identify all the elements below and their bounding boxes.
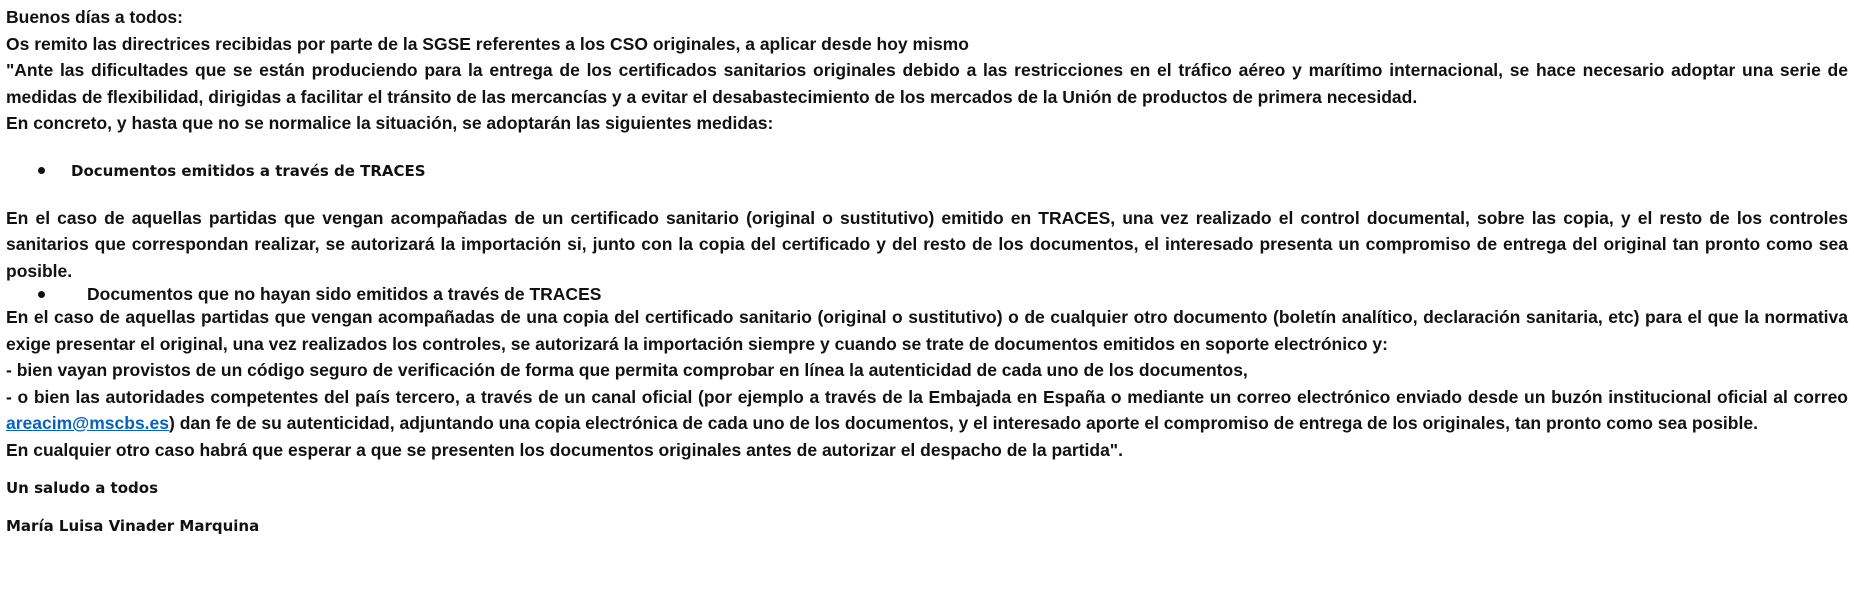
quote-paragraph-1: "Ante las dificultades que se están produciendo para la entrega de los certificados sanitarios originales debido a las restricciones en el tráfico aéreo y marítimo internacional, se hace necesario adoptar una serie de medidas de flexibilidad, dirigidas a facilitar el tránsito de las mercancías y a evitar el desabastecimiento de los mercados de la Unión de productos de primera necesidad. [6,60,1848,107]
bullet-traces-label: Documentos emitidos a través de TRACES [71,161,426,180]
dash2-text-2: ) dan fe de su autenticidad, adjuntando una copia electrónica de cada uno de los documentos, y el interesado aporte el compromiso de entrega de los originales, tan pronto como sea posible. [169,413,1758,433]
bullet-non-traces-text: Documentos que no hayan sido emitidos a través de [87,283,530,304]
traces-term: TRACES [1038,207,1111,228]
traces-paragraph [6,205,1848,285]
bullet-non-traces-term: TRACES [529,283,602,304]
signature: María Luisa Vinader Marquina [6,517,260,535]
traces-text-1: En el caso de aquellas partidas que vengan acompañadas de un certificado sanitario (original o sustitutivo) emitido en [6,207,1039,228]
dash2-text-1: - o bien las autoridades competentes del país tercero, a través de un canal oficial (por ejemplo a través de la Embajada en España o mediante un correo electrónico enviado desde un buzón institucional oficial al correo [6,386,1848,407]
dash-item-1: - bien vayan provistos de un código seguro de verificación de forma que permita comprobar en línea la autenticidad de cada uno de los documentos, [6,360,1248,380]
measures-intro: En concreto, y hasta que no se normalice la situación, se adoptarán las siguientes medidas: [6,113,774,133]
bullet-icon [38,291,45,298]
spacer [6,137,1848,157]
spacer [6,185,1848,205]
farewell: Un saludo a todos [6,479,159,497]
greeting: Buenos días a todos: [6,7,183,27]
non-traces-paragraph: En el caso de aquellas partidas que vengan acompañadas de una copia del certificado sanitario (original o sustitutivo) o de cualquier otro documento (boletín analítico, declaración sanitaria, etc) para el que la normativa exige presentar el original, una vez realizados los controles, se autorizará la importación siempre y cuando se trate de documentos emitidos en soporte electrónico y: [6,307,1848,354]
spacer [6,463,1848,475]
email-link[interactable]: areacim@mscbs.es [6,413,170,433]
intro-sgse: SGSE [422,33,471,54]
traces-text-2: , una vez realizado el control documental, sobre las copia, y el resto de los controles sanitarios que correspondan realizar, se autorizará la importación si, junto con la copia del certificado y del resto de los documentos, el interesado presenta un compromiso de entrega del original tan pronto como sea posible. [6,207,1849,281]
closing-paragraph: En cualquier otro caso habrá que esperar a que se presenten los documentos originales antes de autorizar el despacho de la partida". [6,439,1123,460]
intro-text-3: originales, a aplicar desde hoy mismo [647,33,969,54]
intro-text-2: referentes a los [470,33,611,54]
bullet-icon [38,167,45,174]
dash-item-2 [6,384,1848,437]
intro-cso: CSO [610,33,648,54]
intro-text-1: Os remito las directrices recibidas por parte de la [6,33,423,54]
bullet-traces [6,157,1848,185]
intro-line [6,31,1848,58]
bullet-non-traces [6,284,1848,304]
